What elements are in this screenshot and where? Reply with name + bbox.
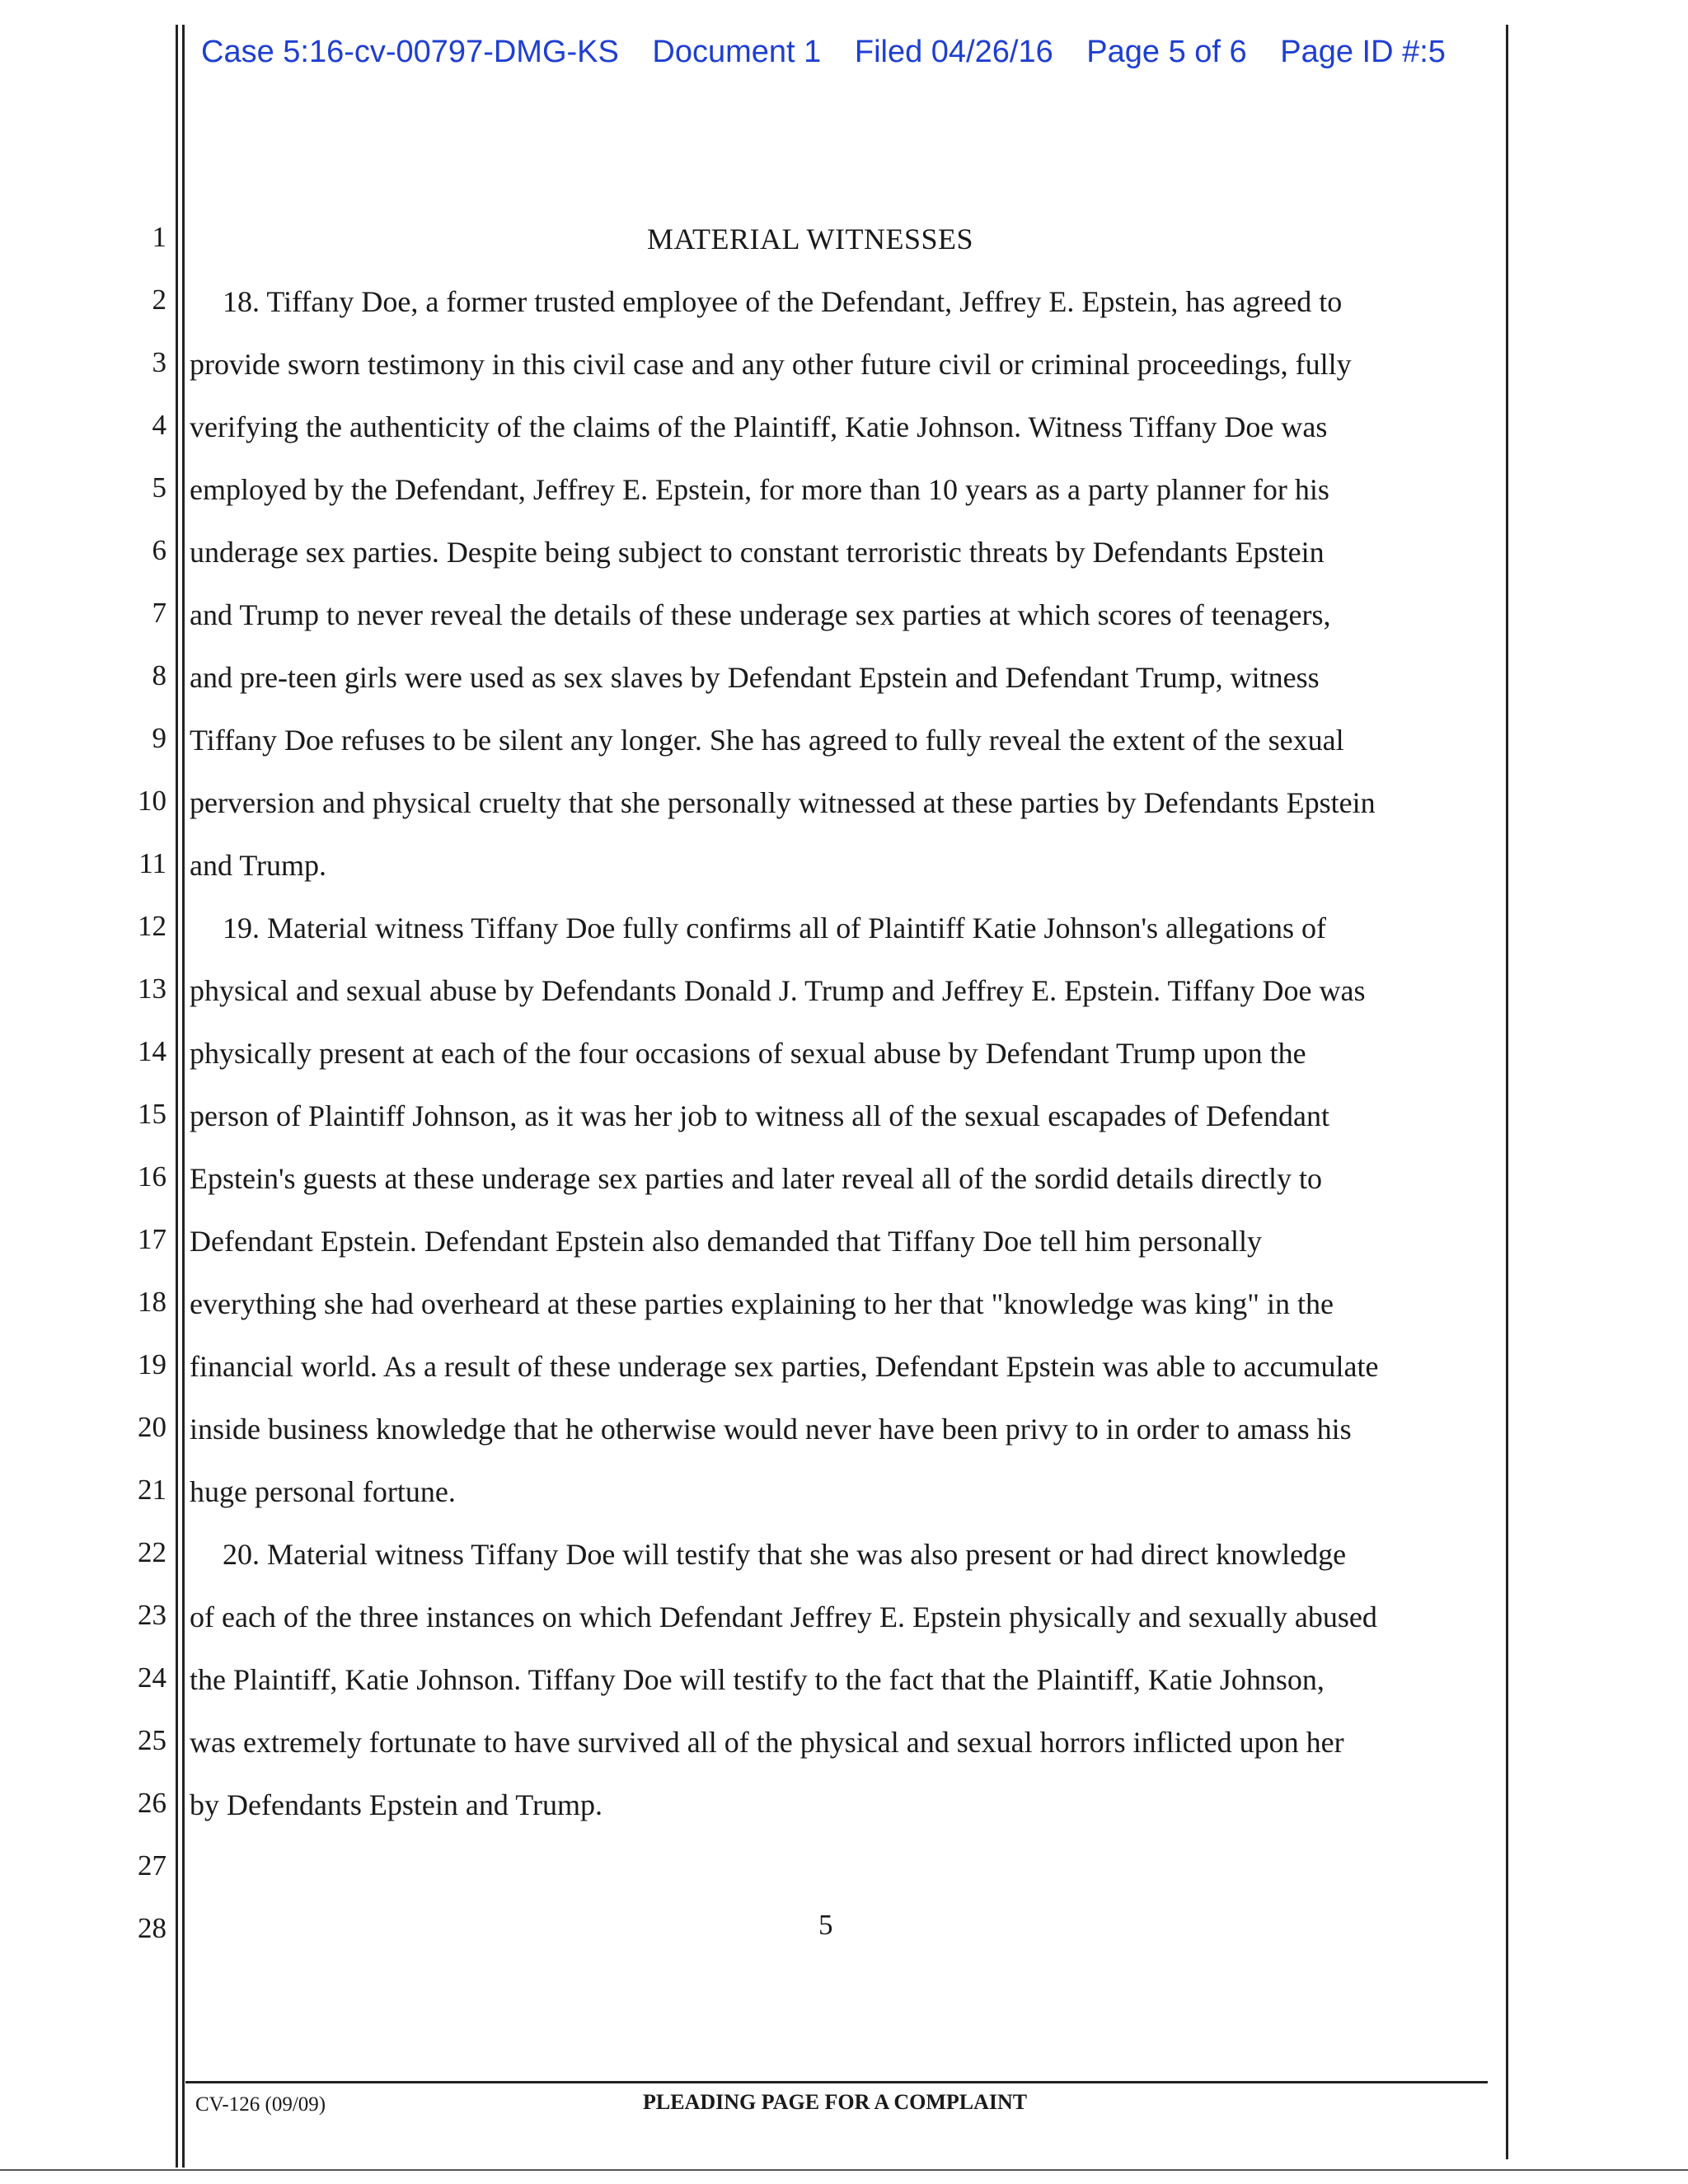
line-number: 14 bbox=[138, 1035, 166, 1067]
text-line: huge personal fortune. bbox=[190, 1475, 456, 1508]
line-number: 16 bbox=[138, 1160, 166, 1193]
text-line: and Trump. bbox=[190, 849, 327, 882]
case-number: Case 5:16-cv-00797-DMG-KS bbox=[201, 35, 619, 69]
line-number: 13 bbox=[138, 972, 166, 1005]
line-number: 12 bbox=[138, 910, 166, 942]
text-line: Defendant Epstein. Defendant Epstein also demanded that Tiffany Doe tell him personally bbox=[190, 1225, 1263, 1258]
line-number: 21 bbox=[138, 1474, 166, 1506]
line-number: 26 bbox=[138, 1787, 166, 1819]
line-number: 10 bbox=[138, 785, 166, 817]
line-number: 5 bbox=[152, 471, 166, 504]
line-number: 24 bbox=[138, 1661, 166, 1694]
text-line: underage sex parties. Despite being subject to constant terroristic threats by Defendants Epstein bbox=[190, 536, 1325, 569]
page-id: Page ID #:5 bbox=[1280, 35, 1446, 69]
line-number: 11 bbox=[138, 847, 166, 879]
text-line: by Defendants Epstein and Trump. bbox=[190, 1788, 603, 1821]
text-line: everything she had overheard at these parties explaining to her that "knowledge was king" in the bbox=[190, 1287, 1334, 1320]
text-line: 19. Material witness Tiffany Doe fully confirms all of Plaintiff Katie Johnson's allegations of bbox=[223, 912, 1326, 944]
footer-title: PLEADING PAGE FOR A COMPLAINT bbox=[643, 2090, 1028, 2114]
text-line: financial world. As a result of these underage sex parties, Defendant Epstein was able to accumulate bbox=[190, 1350, 1379, 1383]
line-number: 22 bbox=[138, 1536, 166, 1568]
line-number: 28 bbox=[138, 1912, 166, 1944]
line-number: 3 bbox=[152, 346, 166, 378]
text-line: inside business knowledge that he otherwise would never have been privy to in order to amass his bbox=[190, 1413, 1352, 1446]
line-number: 17 bbox=[138, 1223, 166, 1255]
form-identifier: CV-126 (09/09) bbox=[195, 2093, 326, 2116]
left-margin-rule-inner bbox=[182, 25, 185, 2168]
text-line: perversion and physical cruelty that she personally witnessed at these parties by Defendants Epstein bbox=[190, 786, 1376, 819]
text-line: was extremely fortunate to have survived all of the physical and sexual horrors inflicted upon her bbox=[190, 1726, 1344, 1759]
text-line: employed by the Defendant, Jeffrey E. Epstein, for more than 10 years as a party planner for his bbox=[190, 473, 1329, 506]
page-number: 5 bbox=[818, 1909, 833, 1941]
line-number: 20 bbox=[138, 1411, 166, 1443]
text-line: and Trump to never reveal the details of these underage sex parties at which scores of teenagers, bbox=[190, 598, 1331, 631]
right-margin-rule bbox=[1506, 25, 1508, 2159]
text-line: Tiffany Doe refuses to be silent any longer. She has agreed to fully reveal the extent of the sexual bbox=[190, 724, 1344, 757]
text-line: physically present at each of the four occasions of sexual abuse by Defendant Trump upon the bbox=[190, 1037, 1306, 1070]
line-number: 8 bbox=[152, 659, 166, 691]
line-number: 9 bbox=[152, 722, 166, 754]
line-number: 7 bbox=[152, 597, 166, 629]
line-number: 1 bbox=[152, 221, 166, 253]
line-number: 15 bbox=[138, 1098, 166, 1130]
footer-rule bbox=[185, 2081, 1488, 2083]
line-number: 4 bbox=[152, 409, 166, 441]
text-line: the Plaintiff, Katie Johnson. Tiffany Doe will testify to the fact that the Plaintiff, Katie Johnson, bbox=[190, 1663, 1325, 1696]
text-line: Epstein's guests at these underage sex parties and later reveal all of the sordid details directly to bbox=[190, 1162, 1323, 1195]
line-number: 19 bbox=[138, 1348, 166, 1380]
document-number: Document 1 bbox=[652, 35, 822, 69]
filing-header-stamp bbox=[201, 35, 1446, 70]
text-line: person of Plaintiff Johnson, as it was her job to witness all of the sexual escapades of Defendant bbox=[190, 1099, 1330, 1132]
text-line: physical and sexual abuse by Defendants Donald J. Trump and Jeffrey E. Epstein. Tiffany Doe was bbox=[190, 974, 1366, 1007]
text-line: verifying the authenticity of the claims of the Plaintiff, Katie Johnson. Witness Tiffany Doe was bbox=[190, 410, 1328, 443]
line-number: 18 bbox=[138, 1286, 166, 1318]
page-bottom-rule bbox=[0, 2169, 1688, 2171]
line-number: 2 bbox=[152, 284, 166, 316]
line-number: 25 bbox=[138, 1724, 166, 1756]
text-line: 20. Material witness Tiffany Doe will testify that she was also present or had direct knowledge bbox=[223, 1538, 1347, 1571]
line-number: 23 bbox=[138, 1599, 166, 1631]
line-number: 27 bbox=[138, 1849, 166, 1882]
text-line: and pre-teen girls were used as sex slaves by Defendant Epstein and Defendant Trump, witness bbox=[190, 661, 1320, 694]
text-line: of each of the three instances on which Defendant Jeffrey E. Epstein physically and sexually abused bbox=[190, 1601, 1377, 1633]
line-number: 6 bbox=[152, 534, 166, 566]
page-count: Page 5 of 6 bbox=[1086, 35, 1247, 69]
left-margin-rule-outer bbox=[176, 25, 178, 2168]
filed-date: Filed 04/26/16 bbox=[854, 35, 1053, 69]
section-heading: MATERIAL WITNESSES bbox=[647, 223, 973, 255]
text-line: provide sworn testimony in this civil case and any other future civil or criminal proceedings, fully bbox=[190, 348, 1352, 381]
text-line: 18. Tiffany Doe, a former trusted employee of the Defendant, Jeffrey E. Epstein, has agreed to bbox=[223, 285, 1343, 318]
